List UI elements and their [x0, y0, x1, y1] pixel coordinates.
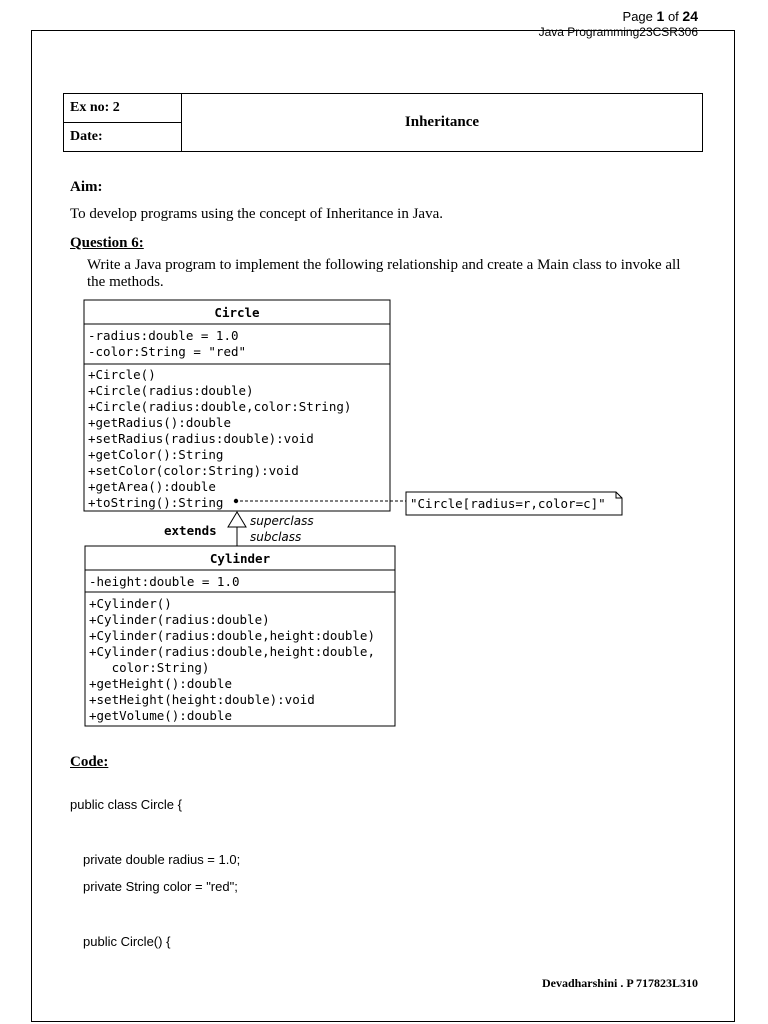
- cylinder-class-name: Cylinder: [209, 551, 271, 566]
- circle-method: +setRadius(radius:double):void: [88, 431, 314, 446]
- extends-label: extends: [164, 523, 217, 538]
- circle-attribute: -color:String = "red": [88, 344, 247, 359]
- cylinder-method: +setHeight(height:double):void: [89, 692, 315, 707]
- aim-text: To develop programs using the concept of Inheritance in Java.: [70, 206, 443, 222]
- cylinder-method: +getHeight():double: [89, 676, 232, 691]
- cylinder-method: +Cylinder(): [89, 596, 172, 611]
- cylinder-method: color:String): [89, 660, 210, 675]
- circle-method: +Circle(radius:double,color:String): [88, 399, 352, 414]
- circle-method: +Circle(radius:double): [88, 383, 254, 398]
- circle-method: +getColor():String: [88, 447, 224, 462]
- question-text: Write a Java program to implement the following relationship and create a Main class to invoke all the methods.: [87, 257, 681, 290]
- cylinder-method: +Cylinder(radius:double,height:double): [89, 628, 375, 643]
- question-heading: Question 6:: [70, 235, 144, 251]
- code-line: public Circle() {: [83, 934, 171, 949]
- circle-method: +toString():String: [88, 495, 224, 510]
- exercise-title: Inheritance: [182, 94, 703, 152]
- subclass-label: subclass: [250, 530, 302, 544]
- note-anchor-dot: [234, 499, 238, 503]
- course-title: Java Programming23CSR306: [538, 25, 698, 39]
- circle-class-box: [84, 300, 390, 511]
- cylinder-method: +getVolume():double: [89, 708, 232, 723]
- circle-method: +getRadius():double: [88, 415, 231, 430]
- ex-no-cell: Ex no: 2: [64, 94, 182, 123]
- tostring-note: [406, 492, 622, 515]
- circle-attribute: -radius:double = 1.0: [88, 328, 239, 343]
- page-number: Page 1 of 24: [622, 8, 698, 24]
- cylinder-class-box: [85, 546, 395, 726]
- circle-method: +getArea():double: [88, 479, 216, 494]
- inheritance-arrow: [164, 512, 314, 546]
- date-cell: Date:: [64, 123, 182, 152]
- circle-class-name: Circle: [214, 305, 260, 320]
- exercise-header-table: [63, 93, 703, 152]
- code-line: private String color = "red";: [83, 879, 238, 894]
- code-line: public class Circle {: [70, 797, 182, 812]
- code-line: private double radius = 1.0;: [83, 852, 241, 867]
- circle-method: +Circle(): [88, 367, 156, 382]
- cylinder-method: +Cylinder(radius:double,height:double,: [89, 644, 375, 659]
- code-heading: Code:: [70, 754, 109, 770]
- uml-class-diagram: [80, 298, 640, 733]
- cylinder-attribute: -height:double = 1.0: [89, 574, 240, 589]
- superclass-label: superclass: [250, 514, 314, 528]
- cylinder-method: +Cylinder(radius:double): [89, 612, 270, 627]
- circle-method: +setColor(color:String):void: [88, 463, 299, 478]
- author-footer: Devadharshini . P 717823L310: [541, 976, 698, 990]
- aim-heading: Aim:: [70, 179, 103, 195]
- note-text: "Circle[radius=r,color=c]": [410, 496, 606, 511]
